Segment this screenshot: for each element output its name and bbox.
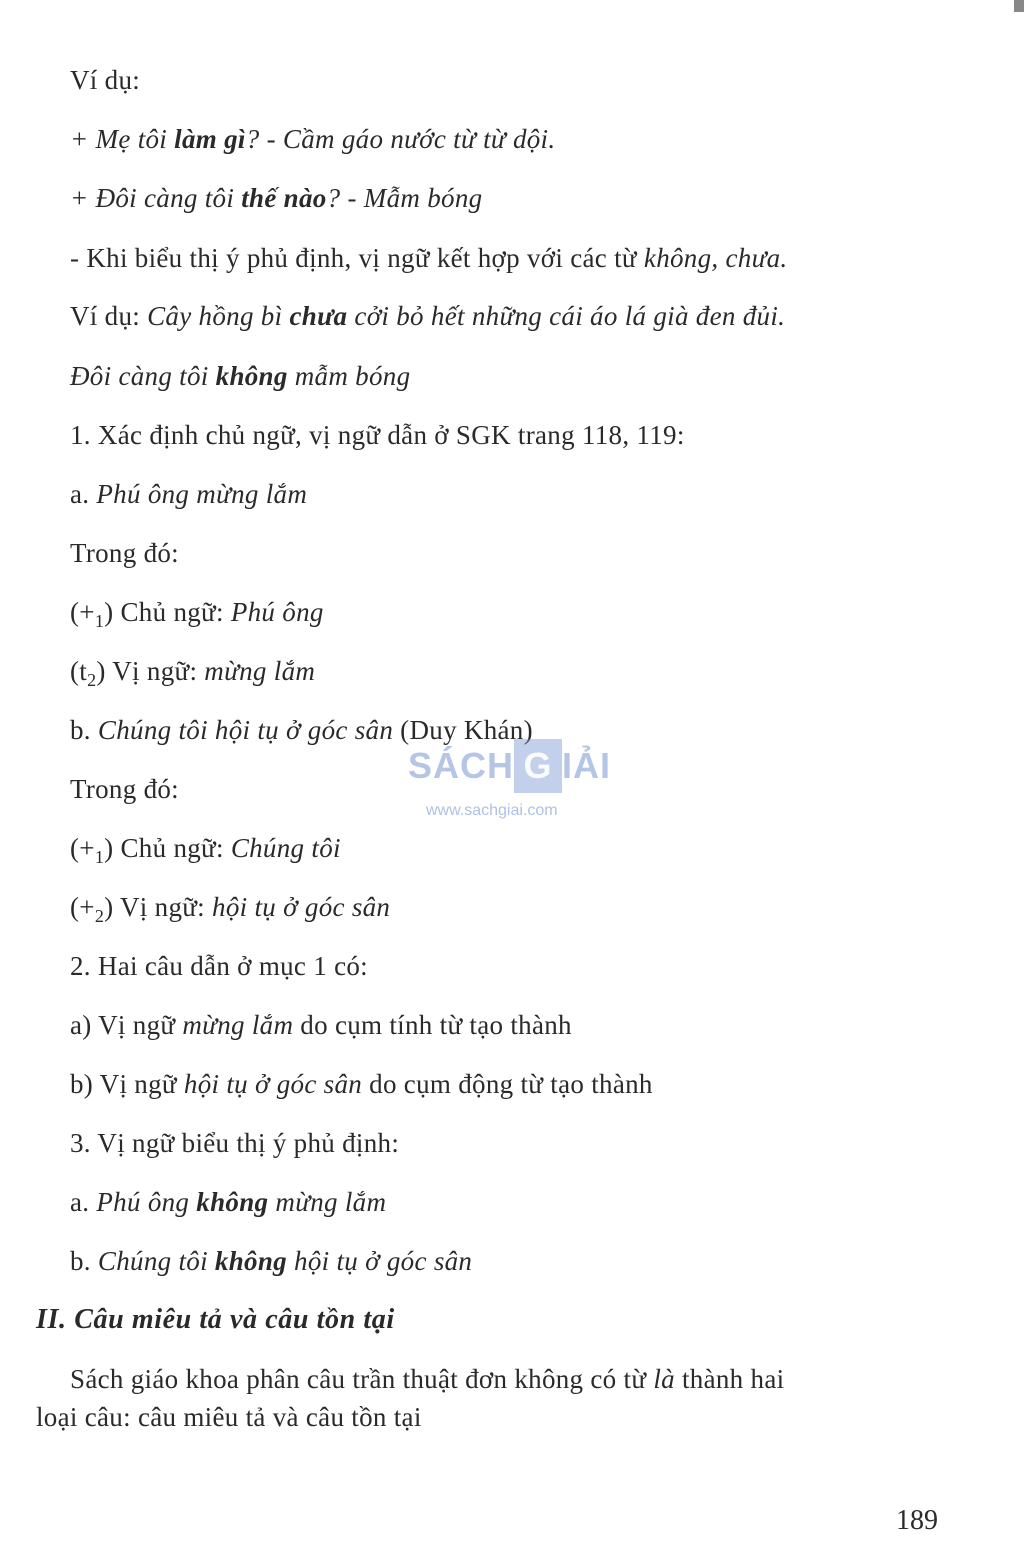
- text-line: a. Phú ông mừng lắm: [70, 479, 308, 509]
- text-line: Trong đó:: [70, 774, 179, 804]
- text-line: Ví dụ:: [70, 65, 141, 95]
- watermark-logo: [408, 736, 618, 828]
- text-line: Trong đó:: [70, 538, 179, 568]
- text-line: + Đôi càng tôi thế nào? - Mẫm bóng: [70, 183, 483, 213]
- text-line: + Mẹ tôi làm gì? - Cầm gáo nước từ từ dội.: [70, 124, 556, 154]
- page-number: 189: [896, 1505, 938, 1536]
- text-line: $(+_1)$ Chủ ngữ: Phú ông: [70, 597, 324, 631]
- paragraph-line: Sách giáo khoa phân câu trần thuật đơn không có từ là thành hai: [70, 1364, 785, 1394]
- watermark-wordmark: SÁCH G IẢI: [408, 736, 618, 796]
- text-line: Đôi càng tôi không mẫm bóng: [70, 361, 411, 391]
- text-line: $(+_1)$ Chủ ngữ: Chúng tôi: [70, 833, 341, 867]
- text-line: $(t_2)$ Vị ngữ: mừng lắm: [70, 656, 316, 690]
- text-line: b. Chúng tôi hội tụ ở góc sân (Duy Khán): [70, 715, 533, 745]
- text-line: 2. Hai câu dẫn ở mục 1 có:: [70, 951, 368, 981]
- scan-edge-mark: [1014, 0, 1024, 12]
- text-line: $(+_2)$ Vị ngữ: hội tụ ở góc sân: [70, 892, 391, 926]
- text-line: - Khi biểu thị ý phủ định, vị ngữ kết hợp với các từ không, chưa.: [70, 243, 788, 273]
- text-line: b. Chúng tôi không hội tụ ở góc sân: [70, 1246, 473, 1276]
- watermark-url: www.sachgiai.com: [426, 802, 558, 819]
- text-line: 1. Xác định chủ ngữ, vị ngữ dẫn ở SGK trang 118, 119:: [70, 420, 685, 450]
- text-line: 3. Vị ngữ biểu thị ý phủ định:: [70, 1128, 400, 1158]
- paragraph-line: loại câu: câu miêu tả và câu tồn tại: [36, 1402, 422, 1432]
- section-heading: II. Câu miêu tả và câu tồn tại: [36, 1304, 395, 1335]
- text-line: Ví dụ: Cây hồng bì chưa cởi bỏ hết những cái áo lá già đen đủi.: [70, 301, 786, 331]
- text-line: a) Vị ngữ mừng lắm do cụm tính từ tạo thành: [70, 1010, 572, 1040]
- text-line: a. Phú ông không mừng lắm: [70, 1187, 387, 1217]
- text-line: b) Vị ngữ hội tụ ở góc sân do cụm động từ tạo thành: [70, 1069, 653, 1099]
